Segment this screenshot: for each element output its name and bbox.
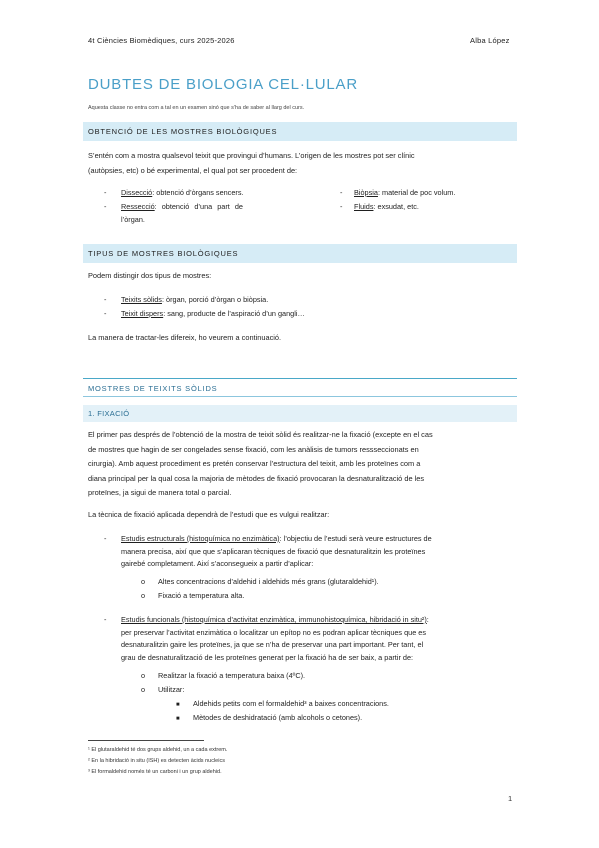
list-term: Estudis estructurals (histoquímica no enzimàtica) <box>121 534 280 543</box>
paragraph-line: (autòpsies, etc) o bé experimental, el qual pot ser procedent de: <box>88 165 298 175</box>
section-heading: TIPUS DE MOSTRES BIOLÒGIQUES <box>88 249 239 258</box>
sub-sub-list-text: Mètodes de deshidratació (amb alcohols o cetones). <box>193 713 363 722</box>
paragraph-line: proteïnes, ja sigui de manera total o parcial. <box>88 488 232 497</box>
list-text: grau de desnaturalització de les proteïnes generat per la fixació ha de ser baix, a partir de: <box>121 652 414 662</box>
footnote-separator <box>88 740 204 741</box>
list-item <box>104 614 518 662</box>
list-item <box>340 187 520 200</box>
sub-list-text: Realitzar la fixació a temperatura baixa (4ºC). <box>158 671 306 680</box>
sub-list-item <box>141 684 511 697</box>
list-term: Teixit dispers <box>121 309 164 318</box>
dash-bullet: - <box>340 188 343 197</box>
circle-bullet: o <box>141 685 146 694</box>
section-heading: OBTENCIÓ DE LES MOSTRES BIOLÒGIQUES <box>88 127 278 136</box>
list-item <box>104 294 504 307</box>
circle-bullet: o <box>141 577 146 586</box>
section-divider <box>83 378 517 379</box>
dash-bullet: - <box>340 202 343 211</box>
list-item <box>104 201 294 214</box>
running-header-author: Alba López <box>470 36 510 45</box>
footnote: ³ El formaldehid només té un carboni i un grup aldehid. <box>88 769 222 775</box>
list-term: Dissecció <box>121 188 153 197</box>
footnote: ² En la hibridació in situ (ISH) es detecten àcids nucleics <box>88 758 225 764</box>
list-text: gairebé completament. Així s’aconsegueix a partir d’aplicar: <box>121 559 314 568</box>
running-header-course: 4t Ciències Biomèdiques, curs 2025-2026 <box>88 36 235 45</box>
list-term: Fluids <box>354 202 374 211</box>
list-item <box>104 308 504 321</box>
paragraph-line: El primer pas després de l’obtenció de la mostra de teixit sòlid és realitzar-ne la fixació (excepte en el cas <box>88 430 433 439</box>
sub-sub-list-item <box>176 698 516 712</box>
paragraph-line: diana principal per la qual cosa la majoria de mètodes de fixació provocaran la desnaturalització de les <box>88 473 425 483</box>
sub-list-item <box>141 670 511 683</box>
sub-sub-list-text: Aldehids petits com el formaldehid³ a baixes concentracions. <box>193 699 389 708</box>
dash-bullet: - <box>104 534 107 543</box>
square-bullet: ■ <box>176 702 180 708</box>
section-heading: MOSTRES DE TEIXITS SÒLIDS <box>88 384 218 393</box>
paragraph <box>88 428 514 501</box>
subsection-heading-band <box>83 405 517 422</box>
list-term: Biòpsia <box>354 188 378 197</box>
paragraph: La tècnica de fixació aplicada dependrà de l’estudi que es vulgui realitzar: <box>88 510 330 519</box>
circle-bullet: o <box>141 591 146 600</box>
page-subtitle: Aquesta classe no entra com a tal en un examen sinó que s’ha de saber al llarg del curs. <box>88 105 305 111</box>
list-text: : material de poc volum. <box>377 188 456 197</box>
list-text: : obtenció d’una part de <box>154 202 243 211</box>
paragraph: La manera de tractar-les difereix, ho veurem a continuació. <box>88 333 282 342</box>
sub-list-text: Fixació a temperatura alta. <box>158 591 245 600</box>
list-item <box>104 187 294 200</box>
list-item <box>104 533 518 568</box>
paragraph-line: cirurgia). Amb aquest procediment es pretén conservar l’estructura del teixit, amb les proteïnes com a <box>88 459 421 468</box>
page-number: 1 <box>508 794 513 803</box>
sub-list-item <box>141 590 511 603</box>
dash-bullet: - <box>104 188 107 197</box>
paragraph <box>88 149 514 178</box>
list-term: Estudis funcionals (histoquímica d’activitat enzimàtica, immunohistoquímica, hibridació in situ²) <box>121 615 427 624</box>
list-text: : òrgan, porció d’òrgan o biòpsia. <box>161 295 269 304</box>
paragraph-line: de mostres que hagin de ser congelades sense fixació, com les anàlisis de tumors ressseccionats en <box>88 444 419 454</box>
dash-bullet: - <box>104 202 107 211</box>
dash-bullet: - <box>104 295 107 304</box>
list-text: manera precisa, així que que s’aplicaran tècniques de fixació que desnaturalitzin les proteïnes <box>121 546 426 556</box>
paragraph: Podem distingir dos tipus de mostres: <box>88 271 212 280</box>
list-term: Ressecció <box>121 202 155 211</box>
circle-bullet: o <box>141 671 146 680</box>
list-text: : obtenció d’òrgans sencers. <box>152 188 244 197</box>
list-text: : exsudat, etc. <box>373 202 419 211</box>
footnote: ¹ El glutaraldehid té dos grups aldehid, un a cada extrem. <box>88 747 228 753</box>
sub-list-text: Utilitzar: <box>158 685 185 694</box>
list-term: Teixits sòlids <box>121 295 162 304</box>
sub-sub-list-item <box>176 712 516 726</box>
list-text: desnaturalitzin gaire les proteïnes, ja que se n’ha de preservar una part important. Per tant, el <box>121 640 424 649</box>
list-item <box>340 201 520 214</box>
section-heading-band <box>83 122 517 141</box>
square-bullet: ■ <box>176 716 180 722</box>
page-title: DUBTES DE BIOLOGIA CEL·LULAR <box>88 76 358 93</box>
dash-bullet: - <box>104 615 107 624</box>
dash-bullet: - <box>104 309 107 318</box>
sub-list-text: Altes concentracions d’aldehid i aldehids més grans (glutaraldehid¹). <box>158 577 379 586</box>
list-text: : <box>426 615 429 624</box>
list-text-continued: l’òrgan. <box>121 215 145 224</box>
sub-list-item <box>141 576 511 589</box>
paragraph-line: S’entén com a mostra qualsevol teixit que provingui d’humans. L’origen de les mostres pot ser clínic <box>88 151 415 160</box>
subsection-heading: 1. FIXACIÓ <box>88 409 130 418</box>
section-heading-band <box>83 244 517 263</box>
list-text: : sang, producte de l’aspiració d’un gangli… <box>163 309 305 318</box>
list-text: per preservar l’activitat enzimàtica o localitzar un epítop no es podran aplicar tècniques que es <box>121 627 427 637</box>
list-text: : l’objectiu de l’estudi serà veure estructures de <box>279 534 432 543</box>
section-underline <box>83 396 517 397</box>
